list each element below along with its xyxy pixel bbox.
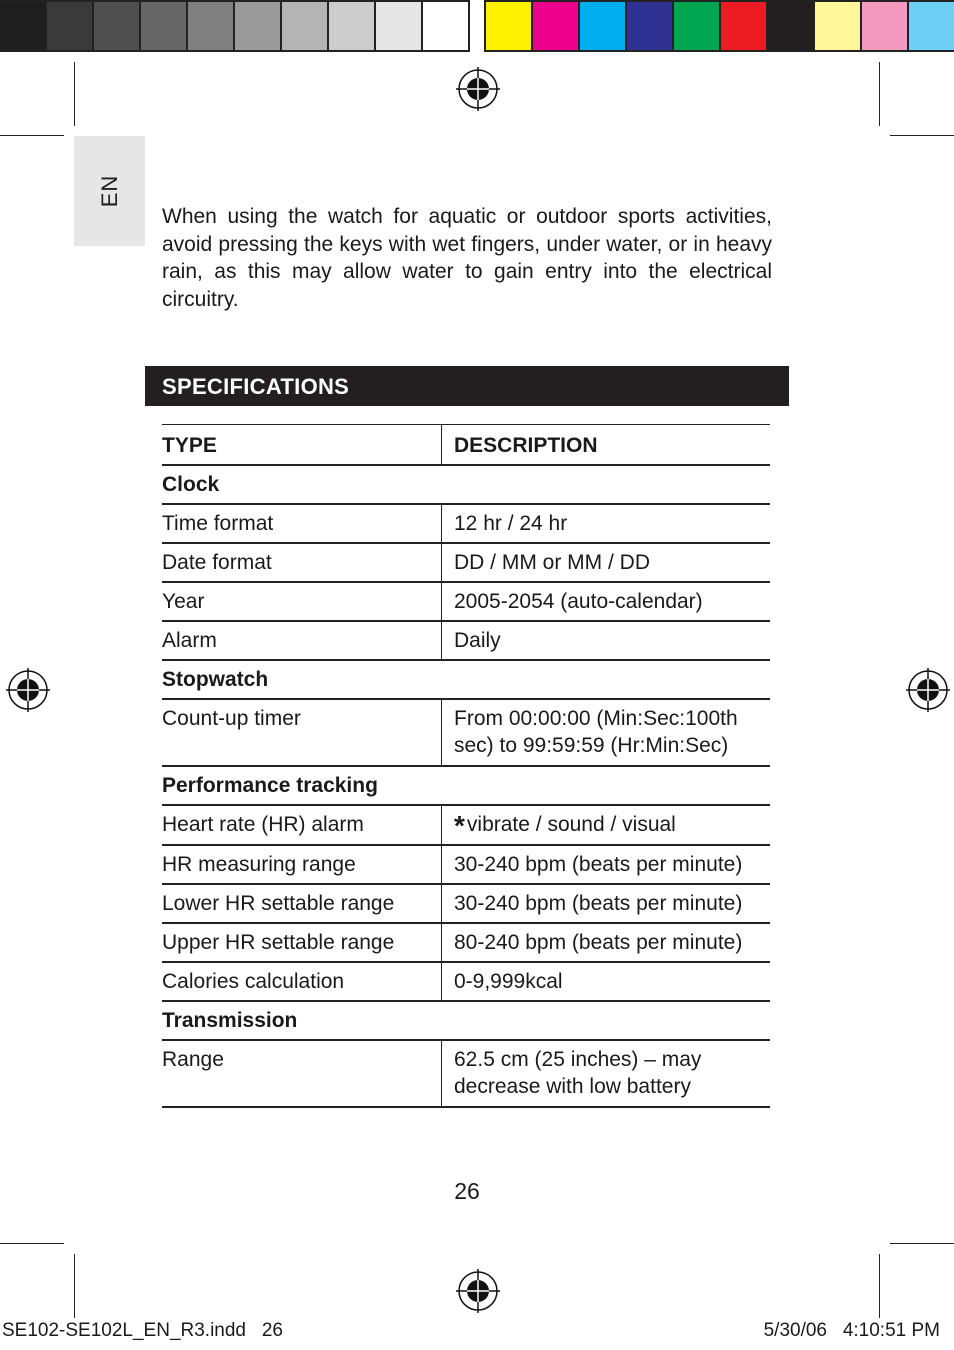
process-color-swatch	[627, 2, 672, 50]
registration-mark-icon	[6, 668, 50, 712]
process-color-swatch	[862, 2, 907, 50]
table-row	[162, 700, 770, 767]
crop-mark	[74, 62, 75, 126]
section-title: Transmission	[162, 1009, 298, 1032]
process-color-swatch	[580, 2, 625, 50]
spec-description-text: vibrate / sound / visual	[466, 813, 676, 836]
spec-description	[442, 963, 770, 1000]
spec-description	[442, 806, 770, 844]
asterisk-marker: *	[454, 810, 465, 841]
column-header-type: TYPE	[162, 425, 442, 464]
spec-type: Upper HR settable range	[162, 924, 442, 961]
crop-mark	[0, 1243, 64, 1244]
language-tab	[74, 136, 145, 246]
section-title: Stopwatch	[162, 668, 269, 691]
gray-swatch	[188, 2, 233, 50]
crop-mark	[890, 1243, 954, 1244]
gray-swatch	[282, 2, 327, 50]
page-number: 26	[454, 1178, 480, 1204]
table-row	[162, 505, 770, 544]
registration-mark-icon	[456, 1269, 500, 1313]
section-heading-bar	[145, 366, 789, 406]
intro-paragraph: When using the watch for aquatic or outdoor sports activities, avoid pressing the keys with wet fingers, under water, or in heavy rain, as this may allow water to gain entry into the electrical circuitry.	[162, 205, 772, 311]
language-label: EN	[96, 174, 122, 208]
registration-mark-icon	[906, 668, 950, 712]
spec-description	[442, 583, 770, 620]
spec-description-text: DD / MM or MM / DD	[454, 551, 650, 574]
footer-timestamp: 5/30/06 4:10:51 PM	[763, 1320, 940, 1341]
process-color-swatch	[909, 2, 954, 50]
section-title: Performance tracking	[162, 774, 378, 797]
gray-swatch	[376, 2, 421, 50]
crop-mark	[879, 62, 880, 126]
gray-swatch	[47, 2, 92, 50]
crop-mark	[74, 1254, 75, 1318]
process-color-bar	[484, 0, 954, 52]
grayscale-color-bar	[0, 0, 470, 52]
spec-description	[442, 505, 770, 542]
process-color-swatch	[486, 2, 531, 50]
gray-swatch	[235, 2, 280, 50]
process-color-swatch	[768, 2, 813, 50]
spec-description	[442, 544, 770, 581]
spec-description-text: 2005-2054 (auto-calendar)	[454, 590, 703, 613]
spec-type: Time format	[162, 505, 442, 542]
table-section-row	[162, 466, 770, 505]
table-row	[162, 544, 770, 583]
table-section-row	[162, 767, 770, 806]
table-row	[162, 622, 770, 661]
process-color-swatch	[815, 2, 860, 50]
spec-type: Date format	[162, 544, 442, 581]
spec-description-text: 30-240 bpm (beats per minute)	[454, 853, 743, 876]
spec-description	[442, 924, 770, 961]
spec-description	[442, 885, 770, 922]
spec-type: Alarm	[162, 622, 442, 659]
spec-type: HR measuring range	[162, 846, 442, 883]
spec-type: Calories calculation	[162, 963, 442, 1000]
spec-type: Count-up timer	[162, 700, 442, 765]
table-row	[162, 846, 770, 885]
table-row	[162, 1041, 770, 1108]
gray-swatch	[94, 2, 139, 50]
table-row	[162, 924, 770, 963]
table-row	[162, 806, 770, 846]
footer-file-name: SE102-SE102L_EN_R3.indd 26	[2, 1320, 283, 1341]
table-row	[162, 583, 770, 622]
crop-mark	[879, 1254, 880, 1318]
gray-swatch	[423, 2, 468, 50]
gray-swatch	[141, 2, 186, 50]
spec-type: Year	[162, 583, 442, 620]
spec-description-text: 62.5 cm (25 inches) – may decrease with low battery	[454, 1048, 702, 1098]
table-header-row	[162, 425, 770, 466]
spec-description	[442, 1041, 770, 1106]
crop-mark	[890, 135, 954, 136]
gray-swatch	[0, 2, 45, 50]
registration-mark-icon	[456, 67, 500, 111]
column-header-description: DESCRIPTION	[454, 434, 598, 457]
table-section-row	[162, 1002, 770, 1041]
process-color-swatch	[721, 2, 766, 50]
spec-description-text: 80-240 bpm (beats per minute)	[454, 931, 743, 954]
spec-description	[442, 846, 770, 883]
section-heading: SPECIFICATIONS	[162, 374, 350, 399]
spec-description	[442, 622, 770, 659]
spec-description-text: From 00:00:00 (Min:Sec:100th sec) to 99:59:59 (Hr:Min:Sec)	[454, 707, 738, 757]
table-section-row	[162, 661, 770, 700]
process-color-swatch	[674, 2, 719, 50]
crop-mark	[0, 135, 64, 136]
spec-type: Lower HR settable range	[162, 885, 442, 922]
spec-type: Heart rate (HR) alarm	[162, 806, 442, 844]
spec-description-text: 12 hr / 24 hr	[454, 512, 568, 535]
process-color-swatch	[533, 2, 578, 50]
section-title: Clock	[162, 473, 220, 496]
spec-description-text: 0-9,999kcal	[454, 970, 563, 993]
specifications-table	[162, 424, 770, 1108]
table-row	[162, 885, 770, 924]
spec-description-text: 30-240 bpm (beats per minute)	[454, 892, 743, 915]
gray-swatch	[329, 2, 374, 50]
table-row	[162, 963, 770, 1002]
spec-description	[442, 700, 770, 765]
spec-description-text: Daily	[454, 629, 501, 652]
spec-type: Range	[162, 1041, 442, 1106]
